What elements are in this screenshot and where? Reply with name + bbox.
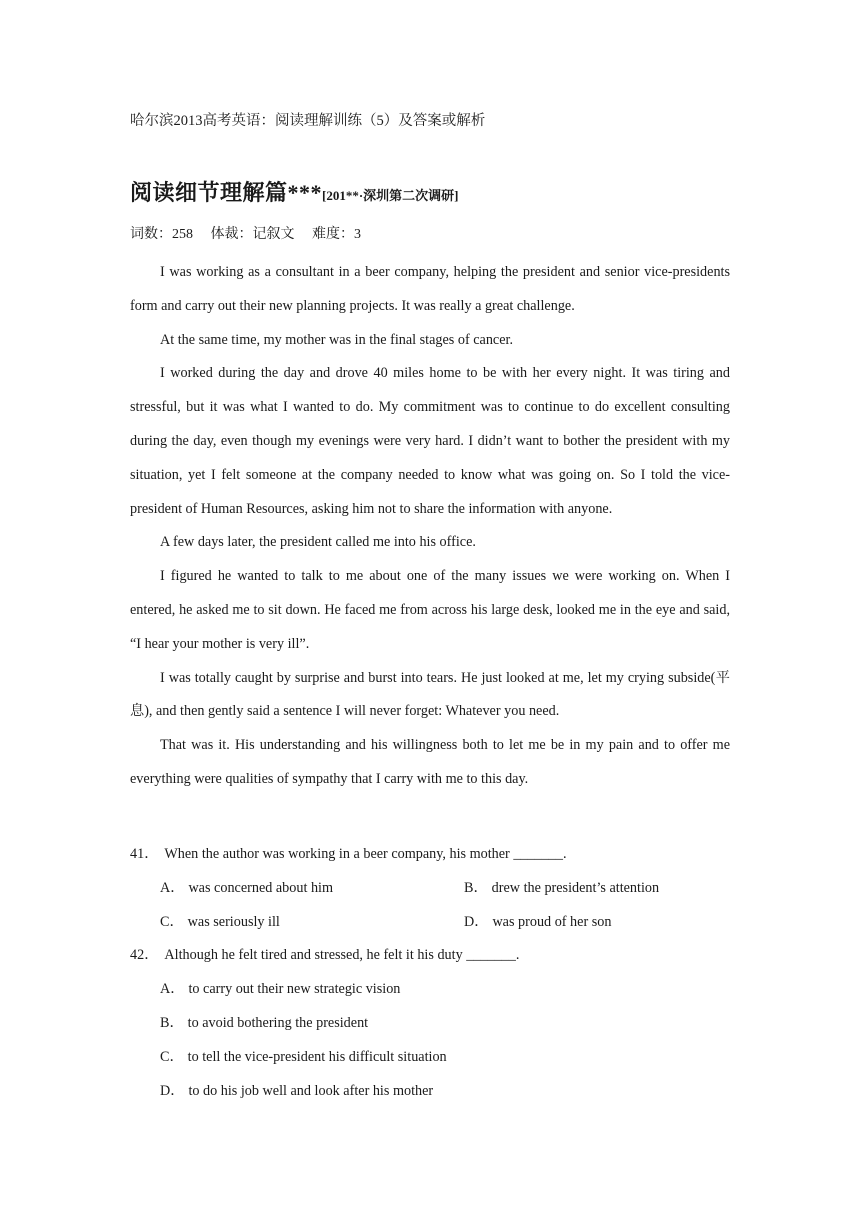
option-letter: C． bbox=[160, 1048, 184, 1065]
option-d bbox=[464, 910, 611, 944]
option-letter: A． bbox=[160, 879, 185, 896]
question-number: 41． bbox=[130, 846, 159, 862]
section-heading-source: [201**·深圳第二次调研] bbox=[322, 188, 459, 203]
section-heading bbox=[130, 176, 459, 207]
difficulty: 难度：3 bbox=[312, 227, 361, 242]
question-42-stem bbox=[130, 943, 730, 977]
option-text: to tell the vice-president his difficult situation bbox=[187, 1048, 447, 1065]
option-text: was proud of her son bbox=[492, 913, 612, 930]
passage-paragraph: I was totally caught by surprise and burst into tears. He just looked at me, let my crying subside(平息), and then gently said a sentence I will never forget: Whatever you need. bbox=[130, 669, 730, 720]
question-number: 42． bbox=[130, 947, 159, 964]
option-letter: B． bbox=[160, 1014, 184, 1031]
document-title: 哈尔滨2013高考英语：阅读理解训练（5）及答案或解析 bbox=[130, 113, 486, 129]
passage-paragraph: I was working as a consultant in a beer company, helping the president and senior vice-presidents form and carry out their new planning projects. It was really a great challenge. bbox=[130, 264, 730, 314]
option-text: to carry out their new strategic vision bbox=[188, 981, 401, 998]
option-letter: D． bbox=[160, 1082, 185, 1099]
passage-paragraph: I worked during the day and drove 40 miles home to be with her every night. It was tiring and stressful, but it was what I wanted to do. My commitment was to continue to do excellent consulting during the day, even though my evenings were very hard. I didn’t want to bother the president with my situation, yet I felt someone at the company needed to know what was going on. So I told the vice-president of Human Resources, asking him not to share the information with anyone. bbox=[130, 365, 730, 517]
option-text: to avoid bothering the president bbox=[187, 1014, 369, 1031]
option-c bbox=[130, 1045, 730, 1079]
option-letter: A． bbox=[160, 981, 185, 998]
option-text: to do his job well and look after his mother bbox=[188, 1082, 434, 1099]
option-c bbox=[160, 910, 464, 944]
question-text: Although he felt tired and stressed, he felt it his duty _______. bbox=[164, 947, 520, 964]
word-count: 词数：258 bbox=[130, 227, 193, 242]
question-41-options-row-2 bbox=[130, 910, 730, 944]
genre: 体裁：记叙文 bbox=[210, 227, 295, 242]
question-text: When the author was working in a beer company, his mother _______. bbox=[164, 846, 567, 862]
option-text: was concerned about him bbox=[188, 879, 334, 896]
question-41-stem bbox=[130, 842, 730, 876]
option-b bbox=[464, 876, 659, 910]
passage-paragraph: I figured he wanted to talk to me about one of the many issues we were working on. When I entered, he asked me to sit down. He faced me from across his large desk, looked me in the eye and said, “I hear your mother is very ill”. bbox=[130, 568, 730, 652]
option-letter: D． bbox=[464, 913, 489, 930]
option-text: drew the president’s attention bbox=[491, 879, 660, 896]
option-d bbox=[130, 1079, 730, 1113]
option-letter: B． bbox=[464, 879, 488, 896]
option-letter: C． bbox=[160, 913, 184, 930]
question-41-options-row-1 bbox=[130, 876, 730, 910]
section-heading-main: 阅读细节理解篇*** bbox=[130, 180, 323, 205]
passage-meta bbox=[130, 224, 375, 246]
passage-paragraph: That was it. His understanding and his willingness both to let me be in my pain and to offer me everything were qualities of sympathy that I carry with me to this day. bbox=[130, 737, 730, 787]
option-text: was seriously ill bbox=[187, 913, 280, 930]
option-a bbox=[160, 876, 464, 910]
option-a bbox=[130, 977, 730, 1011]
reading-passage bbox=[130, 256, 730, 797]
passage-paragraph: At the same time, my mother was in the final stages of cancer. bbox=[160, 331, 514, 348]
passage-paragraph: A few days later, the president called me into his office. bbox=[160, 534, 476, 551]
question-list bbox=[130, 842, 730, 1112]
option-b bbox=[130, 1011, 730, 1045]
